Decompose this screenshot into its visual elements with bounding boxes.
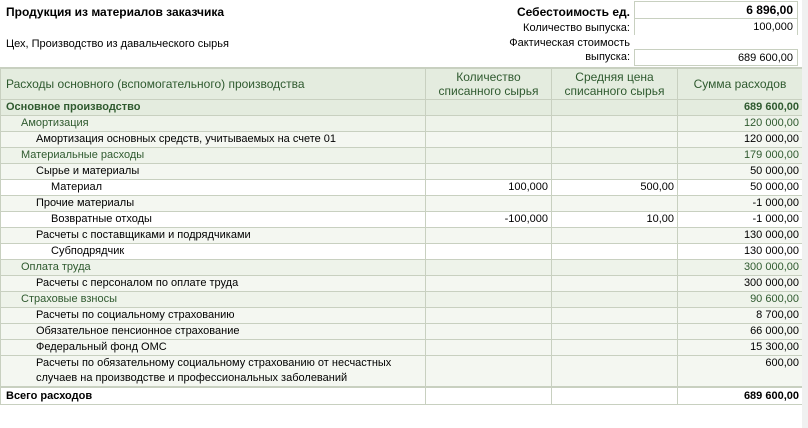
row-name: Сырье и материалы: [1, 164, 426, 180]
row-name: Оплата труда: [1, 260, 426, 276]
row-qty: 100,000: [426, 180, 552, 196]
row-qty: [426, 164, 552, 180]
unit-cost-label: Себестоимость ед.: [517, 5, 630, 19]
column-header-price: Средняя цена списанного сырья: [552, 69, 678, 100]
table-row[interactable]: [1, 292, 803, 308]
row-name: Расчеты с поставщиками и подрядчиками: [1, 228, 426, 244]
row-qty: [426, 116, 552, 132]
row-sum: 600,00: [678, 356, 803, 388]
actual-cost-value: 689 600,00: [634, 49, 798, 66]
column-header-sum: Сумма расходов: [678, 69, 803, 100]
table-row[interactable]: [1, 100, 803, 116]
table-row[interactable]: [1, 148, 803, 164]
table-row[interactable]: [1, 324, 803, 340]
expenses-table: [0, 68, 803, 405]
actual-cost-label-line2: выпуска:: [585, 51, 630, 63]
row-name: Амортизация: [1, 116, 426, 132]
table-row[interactable]: [1, 196, 803, 212]
row-price: [552, 340, 678, 356]
row-sum: 130 000,00: [678, 244, 803, 260]
row-sum: 66 000,00: [678, 324, 803, 340]
row-name: Расчеты по обязательному социальному страхованию от несчастных случаев на производстве и профессиональных заболеваний: [1, 356, 426, 388]
row-name: Материал: [1, 180, 426, 196]
table-row[interactable]: [1, 356, 803, 388]
row-price: [552, 228, 678, 244]
table-row[interactable]: [1, 164, 803, 180]
row-sum: 90 600,00: [678, 292, 803, 308]
row-qty: [426, 292, 552, 308]
table-header-row: [1, 69, 803, 100]
actual-cost-label-line1: Фактическая стоимость: [509, 37, 630, 49]
row-price: [552, 116, 678, 132]
output-qty-label: Количество выпуска:: [523, 22, 630, 34]
vertical-scrollbar[interactable]: [802, 0, 808, 428]
row-sum: 50 000,00: [678, 164, 803, 180]
total-row: [1, 387, 803, 405]
row-sum: 8 700,00: [678, 308, 803, 324]
row-name: Амортизация основных средств, учитываемых на счете 01: [1, 132, 426, 148]
row-qty: [426, 196, 552, 212]
row-qty: -100,000: [426, 212, 552, 228]
row-price: [552, 260, 678, 276]
row-sum: 120 000,00: [678, 116, 803, 132]
row-price: [552, 244, 678, 260]
total-qty-cell: [426, 387, 552, 405]
output-qty-value: 100,000: [634, 18, 798, 35]
row-name: Субподрядчик: [1, 244, 426, 260]
row-price: [552, 308, 678, 324]
row-qty: [426, 356, 552, 388]
row-price: 500,00: [552, 180, 678, 196]
total-sum: 689 600,00: [678, 387, 803, 405]
total-label: Всего расходов: [1, 387, 426, 405]
row-price: [552, 164, 678, 180]
row-name: Обязательное пенсионное страхование: [1, 324, 426, 340]
row-qty: [426, 228, 552, 244]
row-price: [552, 132, 678, 148]
row-price: [552, 324, 678, 340]
row-price: [552, 196, 678, 212]
row-sum: 130 000,00: [678, 228, 803, 244]
row-qty: [426, 260, 552, 276]
row-name: Федеральный фонд ОМС: [1, 340, 426, 356]
row-name: Расчеты по социальному страхованию: [1, 308, 426, 324]
report-title: Продукция из материалов заказчика: [6, 5, 225, 19]
table-row[interactable]: [1, 260, 803, 276]
table-row[interactable]: [1, 340, 803, 356]
row-sum: 50 000,00: [678, 180, 803, 196]
row-sum: 300 000,00: [678, 260, 803, 276]
row-qty: [426, 340, 552, 356]
row-qty: [426, 148, 552, 164]
row-price: [552, 276, 678, 292]
report-subtitle: Цех, Производство из давальческого сырья: [6, 38, 229, 50]
table-row[interactable]: [1, 228, 803, 244]
row-qty: [426, 132, 552, 148]
row-sum: 120 000,00: [678, 132, 803, 148]
row-sum: 300 000,00: [678, 276, 803, 292]
row-qty: [426, 100, 552, 116]
row-price: 10,00: [552, 212, 678, 228]
row-name: Основное производство: [1, 100, 426, 116]
row-name: Возвратные отходы: [1, 212, 426, 228]
table-row[interactable]: [1, 308, 803, 324]
row-name: Материальные расходы: [1, 148, 426, 164]
table-row[interactable]: [1, 116, 803, 132]
table-row[interactable]: [1, 212, 803, 228]
table-row[interactable]: [1, 180, 803, 196]
table-row[interactable]: [1, 244, 803, 260]
column-header-name: Расходы основного (вспомогательного) производства: [1, 69, 426, 100]
total-price-cell: [552, 387, 678, 405]
row-price: [552, 148, 678, 164]
unit-cost-value: 6 896,00: [634, 1, 798, 18]
row-sum: 15 300,00: [678, 340, 803, 356]
row-name: Страховые взносы: [1, 292, 426, 308]
row-sum: 689 600,00: [678, 100, 803, 116]
table-row[interactable]: [1, 132, 803, 148]
row-qty: [426, 308, 552, 324]
column-header-qty: Количество списанного сырья: [426, 69, 552, 100]
row-name: Расчеты с персоналом по оплате труда: [1, 276, 426, 292]
row-qty: [426, 244, 552, 260]
row-price: [552, 292, 678, 308]
row-name: Прочие материалы: [1, 196, 426, 212]
row-qty: [426, 324, 552, 340]
row-sum: -1 000,00: [678, 196, 803, 212]
table-body: [1, 100, 803, 388]
row-sum: 179 000,00: [678, 148, 803, 164]
row-price: [552, 356, 678, 388]
row-qty: [426, 276, 552, 292]
table-row[interactable]: [1, 276, 803, 292]
report-header: [0, 0, 802, 68]
row-sum: -1 000,00: [678, 212, 803, 228]
row-price: [552, 100, 678, 116]
